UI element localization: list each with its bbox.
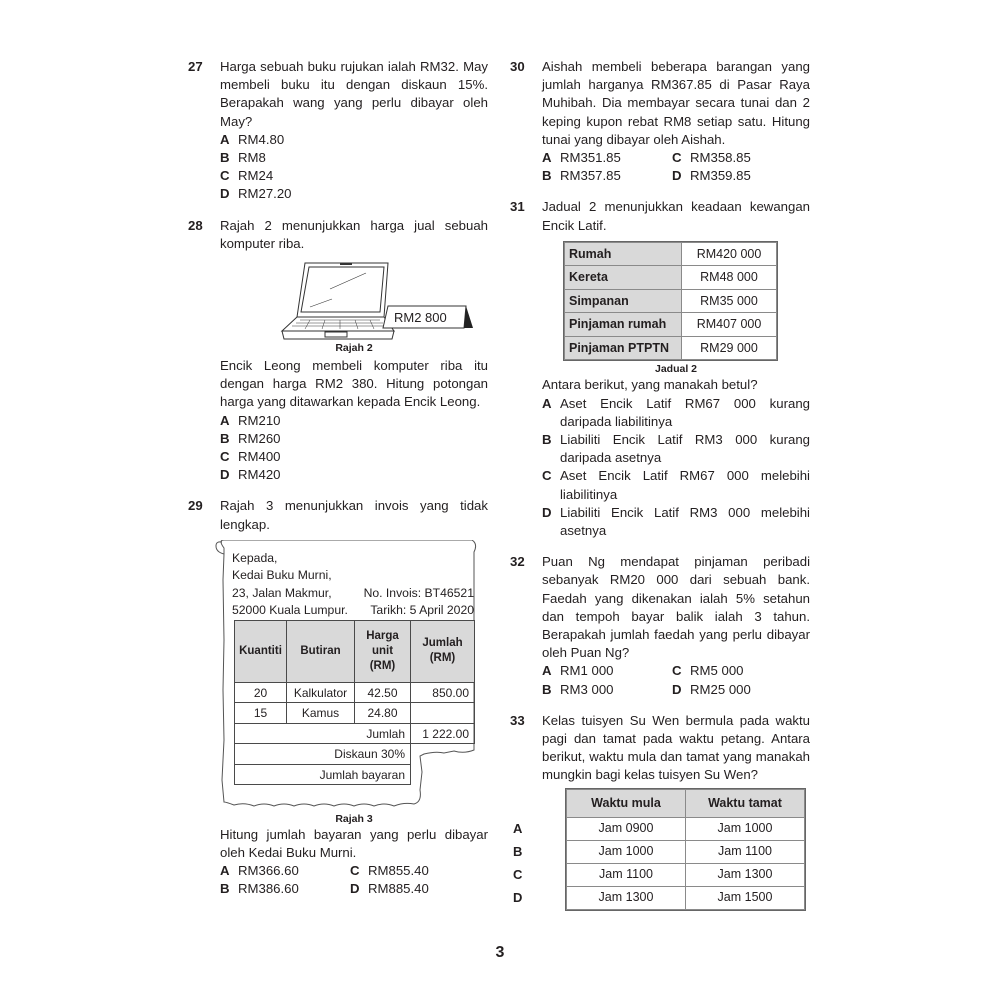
- option-c[interactable]: C: [513, 866, 523, 882]
- header-butiran: Butiran: [287, 620, 355, 682]
- option-text: Liabiliti Encik Latif RM3 000 kurang daripada asetnya: [560, 431, 810, 466]
- option-a[interactable]: [542, 662, 672, 680]
- option-text: RM386.60: [238, 881, 299, 897]
- cell-value: RM35 000: [682, 289, 777, 313]
- option-d[interactable]: [542, 504, 810, 540]
- cell-unit-price: 42.50: [355, 682, 411, 703]
- time-table: [566, 789, 805, 910]
- option-d[interactable]: [672, 167, 802, 185]
- question-number: 29: [188, 498, 203, 514]
- table-row: [565, 336, 777, 360]
- question-stem: Rajah 2 menunjukkan harga jual sebuah komputer riba.: [220, 217, 488, 251]
- cell-item: Kereta: [565, 266, 682, 290]
- invoice-customer-name: Kedai Buku Murni,: [232, 568, 332, 583]
- option-a[interactable]: [542, 149, 672, 167]
- option-c[interactable]: [220, 448, 488, 466]
- cell-value: RM420 000: [682, 242, 777, 266]
- table-row: [567, 840, 805, 863]
- invoice-number: No. Invois: BT46521: [363, 585, 474, 600]
- table-row: [565, 242, 777, 266]
- question-32: [510, 553, 810, 699]
- cell-unit-price: 24.80: [355, 703, 411, 724]
- option-b[interactable]: [542, 431, 810, 467]
- question-29: [188, 497, 488, 898]
- total-row: [235, 723, 475, 744]
- question-33: [510, 712, 810, 910]
- option-text: RM855.40: [368, 863, 429, 879]
- header-kuantiti: Kuantiti: [235, 620, 287, 682]
- table-row: [235, 703, 475, 724]
- cell-quantity: 20: [235, 682, 287, 703]
- option-c[interactable]: [220, 167, 488, 185]
- table-row: [235, 682, 475, 703]
- discount-row: [235, 744, 475, 765]
- option-text: RM358.85: [690, 150, 751, 166]
- cell-start: Jam 1300: [567, 886, 686, 909]
- cell-end: Jam 1500: [686, 886, 805, 909]
- header-waktu-mula: Waktu mula: [567, 789, 686, 817]
- option-letter: D: [220, 467, 230, 483]
- option-text: RM1 000: [560, 663, 614, 679]
- option-letter: A: [542, 663, 552, 679]
- cell-item: Pinjaman rumah: [565, 313, 682, 337]
- option-c[interactable]: [672, 149, 802, 167]
- option-letter: C: [672, 150, 682, 166]
- option-text: Aset Encik Latif RM67 000 kurang daripada liabilitinya: [560, 395, 810, 429]
- discount-label: Diskaun 30%: [235, 744, 411, 765]
- cell-start: Jam 0900: [567, 817, 686, 840]
- option-d[interactable]: [350, 880, 480, 898]
- question-30: [510, 58, 810, 185]
- cell-item: Rumah: [565, 242, 682, 266]
- option-text: RM210: [238, 412, 281, 428]
- cell-end: Jam 1000: [686, 817, 805, 840]
- header-waktu-tamat: Waktu tamat: [686, 789, 805, 817]
- price-tag-value: RM2 800: [394, 310, 447, 326]
- table-caption: Jadual 2: [654, 363, 698, 376]
- torn-cell: [411, 764, 475, 785]
- cell-end: Jam 1100: [686, 840, 805, 863]
- finance-table: [564, 242, 777, 361]
- option-b[interactable]: [220, 149, 488, 167]
- option-b[interactable]: [542, 167, 672, 185]
- table-row: [567, 886, 805, 909]
- option-letter: A: [542, 395, 552, 411]
- option-letter: B: [220, 150, 230, 166]
- option-letter: B: [542, 431, 552, 447]
- header-row: [567, 789, 805, 817]
- question-28: [188, 217, 488, 485]
- option-text: RM351.85: [560, 150, 621, 166]
- question-stem: Jadual 2 menunjukkan keadaan kewangan Encik Latif.: [542, 199, 810, 233]
- option-text: RM5 000: [690, 663, 744, 679]
- option-a[interactable]: [542, 395, 810, 431]
- table-row: [567, 817, 805, 840]
- cell-value: RM48 000: [682, 266, 777, 290]
- cell-start: Jam 1100: [567, 863, 686, 886]
- option-text: Liabiliti Encik Latif RM3 000 melebihi asetnya: [560, 504, 810, 538]
- options: [542, 149, 810, 185]
- cell-amount: 850.00: [411, 682, 475, 703]
- price-tag: [382, 305, 474, 329]
- option-letter: C: [220, 168, 230, 184]
- laptop-icon: [270, 259, 405, 343]
- option-c[interactable]: [672, 662, 802, 680]
- payment-label: Jumlah bayaran: [235, 764, 411, 785]
- question-number: 27: [188, 59, 203, 74]
- right-column: [510, 58, 810, 910]
- question-stem: Rajah 3 menunjukkan invois yang tidak lengkap.: [220, 498, 488, 532]
- total-value: 1 222.00: [411, 723, 475, 744]
- option-letter: C: [672, 663, 682, 679]
- question-number: 33: [510, 712, 525, 728]
- option-c[interactable]: [542, 467, 810, 503]
- cell-amount: [411, 703, 475, 724]
- invoice-to-label: Kepada,: [232, 550, 278, 565]
- figure-caption: Rajah 2: [335, 342, 373, 355]
- option-a[interactable]: A: [513, 820, 523, 836]
- option-a[interactable]: [220, 131, 488, 149]
- option-text: RM24: [238, 168, 274, 184]
- option-letter: D: [220, 186, 230, 202]
- question-stem: Puan Ng mendapat pinjaman peribadi sebanyak RM20 000 dari sebuah bank. Faedah yang dikenakan ialah 5% setahun dan tempoh bayar balik ialah 3 tahun. Berapakah jumlah faedah yang perlu dibayar oleh Puan Ng?: [542, 554, 810, 661]
- option-d[interactable]: D: [513, 889, 523, 905]
- figure-rajah-2: [220, 257, 488, 357]
- question-stem: Aishah membeli beberapa barangan yang jumlah harganya RM367.85 di Pasar Raya Muhibah. Dia membayar secara tunai dan 2 keping kupon rebat RM8 setiap satu. Hitung tunai yang dibayar oleh Aishah.: [542, 59, 810, 147]
- cell-quantity: 15: [235, 703, 287, 724]
- question-stem-2: Antara berikut, yang manakah betul?: [542, 377, 758, 393]
- option-text: RM359.85: [690, 168, 751, 184]
- figure-caption: Rajah 3: [335, 812, 373, 825]
- option-text: RM25 000: [690, 681, 751, 697]
- header-jumlah: Jumlah (RM): [411, 620, 475, 682]
- option-text: RM3 000: [560, 681, 614, 697]
- option-b[interactable]: [542, 681, 672, 699]
- cell-value: RM407 000: [682, 313, 777, 337]
- option-text: RM420: [238, 467, 281, 483]
- invoice-address-2: 52000 Kuala Lumpur.: [232, 603, 348, 618]
- option-b[interactable]: [220, 430, 488, 448]
- option-letter: A: [220, 863, 230, 879]
- option-letter: D: [542, 504, 552, 520]
- option-letter: B: [542, 168, 552, 184]
- option-a[interactable]: [220, 862, 350, 880]
- option-a[interactable]: [220, 412, 488, 430]
- options: [542, 395, 810, 541]
- page-number: 3: [495, 944, 505, 961]
- option-text: Aset Encik Latif RM67 000 melebihi liabilitinya: [560, 468, 810, 502]
- option-text: RM885.40: [368, 881, 429, 897]
- option-letter: A: [220, 131, 230, 147]
- question-stem-2: Hitung jumlah bayaran yang perlu dibayar oleh Kedai Buku Murni.: [220, 826, 488, 861]
- option-letter: B: [220, 430, 230, 446]
- invoice-address-1: 23, Jalan Makmur,: [232, 585, 332, 600]
- table-row: [565, 313, 777, 337]
- table-row: [567, 863, 805, 886]
- option-letter: C: [350, 863, 360, 879]
- question-number: 32: [510, 554, 525, 570]
- payment-row: [235, 764, 475, 785]
- option-text: RM8: [238, 150, 266, 166]
- question-stem: Harga sebuah buku rujukan ialah RM32. May membeli buku itu dengan diskaun 15%. Berapakah wang yang perlu dibayar oleh May?: [220, 59, 488, 129]
- option-letter: C: [542, 468, 552, 484]
- options: [542, 662, 810, 698]
- option-letters: [510, 789, 566, 910]
- options: [220, 412, 488, 485]
- question-number: 30: [510, 59, 525, 74]
- invoice-date: Tarikh: 5 April 2020: [370, 603, 474, 618]
- table-row: [565, 289, 777, 313]
- torn-cell: [411, 744, 475, 765]
- question-stem-2: Encik Leong membeli komputer riba itu dengan harga RM2 380. Hitung potongan harga yang ditawarkan kepada Encik Leong.: [220, 358, 488, 410]
- question-number: 28: [188, 217, 203, 233]
- option-letter: B: [542, 681, 552, 697]
- options: [220, 862, 488, 898]
- option-b[interactable]: B: [513, 843, 523, 859]
- question-27: [188, 58, 488, 204]
- cell-value: RM29 000: [682, 336, 777, 360]
- invoice-figure: [214, 540, 480, 818]
- option-letter: D: [350, 881, 360, 897]
- cell-start: Jam 1000: [567, 840, 686, 863]
- header-harga-unit: Harga unit (RM): [355, 620, 411, 682]
- cell-item: Kamus: [287, 703, 355, 724]
- question-stem: Kelas tuisyen Su Wen bermula pada waktu pagi dan tamat pada waktu petang. Antara berikut, waktu mula dan tamat yang manakah mungkin bagi kelas tuisyen Su Wen?: [542, 712, 810, 783]
- option-d[interactable]: [220, 185, 488, 203]
- option-text: RM260: [238, 430, 281, 446]
- cell-item: Simpanan: [565, 289, 682, 313]
- option-d[interactable]: [672, 681, 802, 699]
- option-text: RM4.80: [238, 131, 285, 147]
- question-31: [510, 198, 810, 540]
- option-text: RM357.85: [560, 168, 621, 184]
- cell-item: Kalkulator: [287, 682, 355, 703]
- option-letter: A: [220, 412, 230, 428]
- option-text: RM366.60: [238, 863, 299, 879]
- options: [220, 131, 488, 204]
- option-text: RM27.20: [238, 186, 292, 202]
- option-letter: B: [220, 881, 230, 897]
- option-d[interactable]: [220, 466, 488, 484]
- cell-item: Pinjaman PTPTN: [565, 336, 682, 360]
- option-b[interactable]: [220, 880, 350, 898]
- option-c[interactable]: [350, 862, 480, 880]
- option-letter: A: [542, 150, 552, 166]
- invoice-header-row: [235, 620, 475, 682]
- cell-end: Jam 1300: [686, 863, 805, 886]
- table-row: [565, 266, 777, 290]
- time-options: [510, 789, 810, 910]
- invoice-table: [234, 620, 475, 786]
- total-label: Jumlah: [235, 723, 411, 744]
- question-number: 31: [510, 199, 525, 215]
- option-letter: D: [672, 168, 682, 184]
- option-letter: C: [220, 449, 230, 465]
- option-letter: D: [672, 681, 682, 697]
- invoice-address: [232, 550, 474, 620]
- option-text: RM400: [238, 449, 281, 465]
- left-column: [188, 58, 488, 899]
